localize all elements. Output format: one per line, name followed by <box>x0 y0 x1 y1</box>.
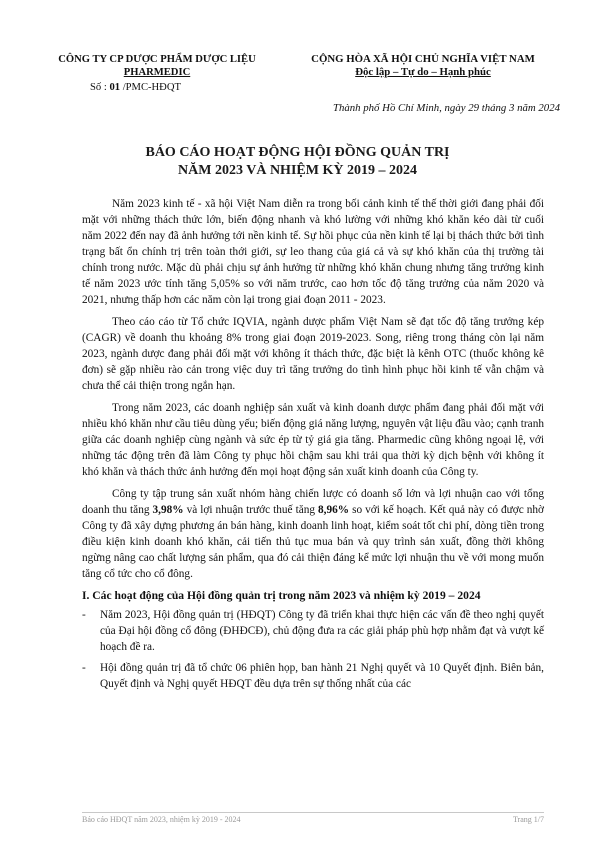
section-1-list <box>82 607 544 692</box>
paragraph-2: Theo cáo cáo từ Tổ chức IQVIA, ngành dược phẩm Việt Nam sẽ đạt tốc độ tăng trưởng kép (CAGR) về doanh thu khoảng 8% trong giai đoạn 2019-2023. Song, riêng trong tháng còn lại năm 2023, ngành dược đang phải đối mặt với không ít thách thức, đặc biệt là kênh OTC (thuốc không kê đơn) sẽ gặp nhiều rào cản trong việc duy trì tăng trưởng do tình hình phục hồi kinh tế vẫn chậm và chưa thể cải thiện trong ngắn hạn. <box>82 316 544 392</box>
doc-prefix: Số : <box>90 82 107 93</box>
company-header <box>42 53 272 94</box>
document-title <box>0 144 595 180</box>
list-item-text: Năm 2023, Hội đồng quản trị (HĐQT) Công ty đã triển khai thực hiện các vấn đề theo nghị quyết của Đại hội đồng cổ đông (ĐHĐCĐ), chủ động đưa ra các giải pháp phù hợp nhằm đạt và vượt kế hoạch đề ra. <box>100 609 544 653</box>
footer-title: Báo cáo HĐQT năm 2023, nhiệm kỳ 2019 - 2024 <box>82 815 241 824</box>
page-number: Trang 1/7 <box>512 815 544 824</box>
page-footer <box>82 815 544 824</box>
doc-suffix: /PMC-HĐQT <box>122 82 181 93</box>
nation-name: CỘNG HÒA XÃ HỘI CHỦ NGHĨA VIỆT NAM <box>311 53 535 65</box>
p4-part1: Công ty tập trung sản xuất nhóm hàng chiến lược có doanh số lớn và lợi nhuận cao với tổng doanh thu tăng <box>82 488 544 516</box>
company-name: CÔNG TY CP DƯỢC PHẨM DƯỢC LIỆU <box>58 54 256 65</box>
revenue-growth: 3,98% <box>152 504 184 516</box>
footer-divider <box>82 812 544 813</box>
profit-growth: 8,96% <box>318 504 350 516</box>
section-1-heading: I. Các hoạt động của Hội đồng quản trị trong năm 2023 và nhiệm kỳ 2019 – 2024 <box>82 589 481 602</box>
national-header <box>288 53 558 79</box>
paragraph-3: Trong năm 2023, các doanh nghiệp sản xuất và kinh doanh dược phẩm đang phải đối mặt với nhiều khó khăn như cầu tiêu dùng yếu; biến động giá năng lượng, nguyên vật liệu đầu vào; cạnh tranh giữa các doanh nghiệp cùng ngành và sức ép từ tỷ giá gia tăng. Pharmedic cũng không ngoại lệ, với những tác động trên đã làm Công ty phục hồi chậm sau khi trải qua thời kỳ dịch bệnh với không ít khó khăn và thách thức ảnh hưởng đến mọi hoạt động sản xuất kinh doanh của Công ty. <box>82 402 544 478</box>
list-dash: - <box>82 609 86 621</box>
document-date: Thành phố Hồ Chí Minh, ngày 29 tháng 3 năm 2024 <box>332 102 560 114</box>
doc-number-value: 01 <box>109 82 121 93</box>
title-line-1: BÁO CÁO HOẠT ĐỘNG HỘI ĐỒNG QUẢN TRỊ <box>145 145 450 160</box>
national-motto: Độc lập – Tự do – Hạnh phúc <box>355 66 491 78</box>
list-item-text: Hội đồng quản trị đã tổ chức 06 phiên họp, ban hành 21 Nghị quyết và 10 Quyết định. Biên bản, Quyết định và Nghị quyết HĐQT đều dựa trên sự thống nhất của các <box>100 662 544 690</box>
list-item <box>82 607 544 655</box>
document-number <box>42 81 272 94</box>
p4-part3: so với kế hoạch. Kết quả này có được nhờ Công ty đã xây dựng phương án bán hàng, kinh doanh linh hoạt, kiểm soát tốt chi phí, dòng tiền trong điều kiện kinh doanh khó khăn, cải tiến thủ tục mua bán và quy trình sản xuất, đồng thời không ngừng nâng cao chất lượng sản phẩm, qua đó cải thiện đáng kể mức lợi nhuận thu về với mong muốn tăng cổ tức cho cổ đông. <box>82 504 545 580</box>
p4-part2: và lợi nhuận trước thuế tăng <box>183 504 319 516</box>
paragraph-1: Năm 2023 kinh tế - xã hội Việt Nam diễn ra trong bối cảnh kinh tế thế thời giới đang phải đối mặt với những thách thức lớn, biến động nhanh và khó lường với những khó khăn kéo dài từ cuối năm 2022 đến nay đã ảnh hưởng tới nền kinh tế. Sự hồi phục của nền kinh tế lại bị thách thức bởi tình trạng bất ổn chính trị trên toàn thới giới, sự leo thang của giá cả và sự khó khăn của thị trường tài chính trong nước. Mặc dù phải chịu sự ảnh hưởng từ những khó khăn chung nhưng tăng trưởng kinh tế năm 2023 ước tính tăng 5,05% so với năm trước, cao hơn tốc độ tăng trưởng của năm 2020 và 2021, nhưng thấp hơn các năm còn lại trong giai đoạn 2011 - 2023. <box>82 198 544 306</box>
company-short-name: PHARMEDIC <box>123 67 191 78</box>
list-dash: - <box>82 662 86 674</box>
title-line-2: NĂM 2023 VÀ NHIỆM KỲ 2019 – 2024 <box>178 163 417 178</box>
paragraph-4 <box>82 486 544 582</box>
list-item <box>82 660 544 692</box>
document-body <box>82 196 544 697</box>
